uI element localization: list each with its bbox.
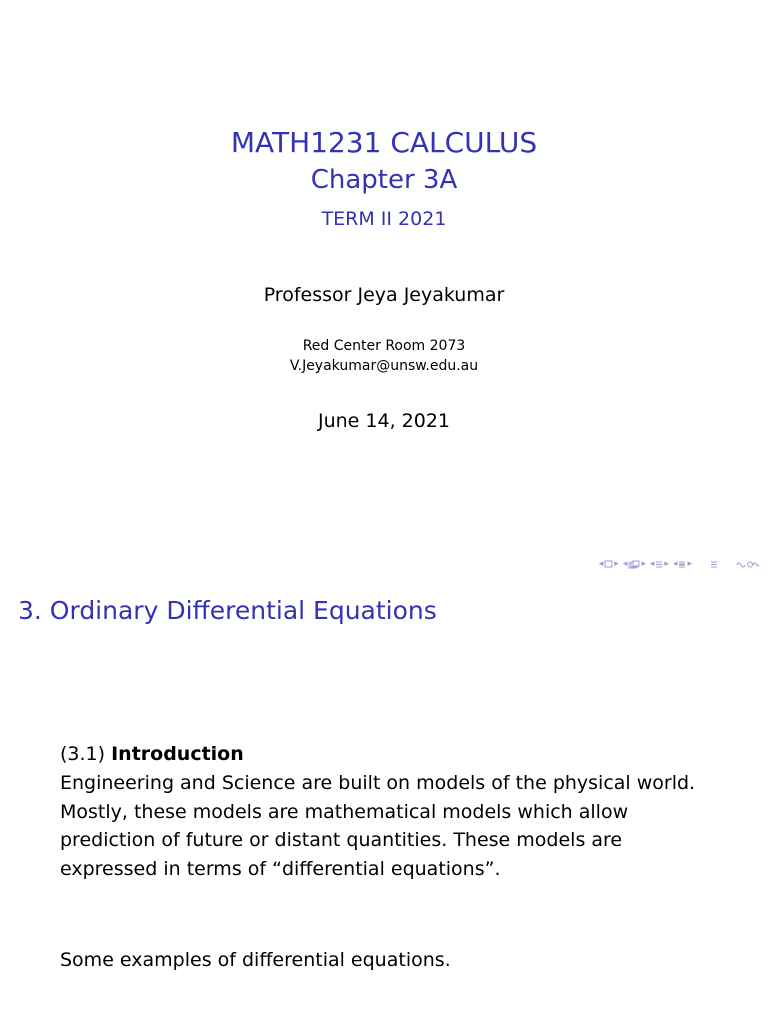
nav-frame-group bbox=[623, 559, 646, 569]
intro-paragraph bbox=[60, 769, 695, 883]
nav-next-frame-icon[interactable]: ▸ bbox=[641, 559, 646, 569]
frames-icon[interactable] bbox=[628, 560, 640, 569]
nav-next-section-icon[interactable]: ▸ bbox=[664, 559, 669, 569]
subsection-icon[interactable] bbox=[678, 560, 686, 569]
paragraph-line: prediction of future or distant quantities. These models are bbox=[60, 829, 623, 851]
beamer-navigation-bar bbox=[599, 557, 760, 571]
paragraph-line: Engineering and Science are built on models of the physical world. bbox=[60, 772, 696, 794]
outline-icon[interactable] bbox=[710, 560, 718, 569]
institute-email: V.Jeyakumar@unsw.edu.au bbox=[289, 358, 479, 374]
presentation-title: MATH1231 CALCULUS bbox=[230, 126, 538, 159]
presentation-term: TERM II 2021 bbox=[321, 208, 447, 230]
nav-prev-slide-icon[interactable]: ◂ bbox=[598, 559, 604, 569]
paragraph-line: expressed in terms of “differential equations”. bbox=[60, 857, 501, 880]
search-icon[interactable] bbox=[736, 560, 760, 569]
frame-title: 3. Ordinary Differential Equations bbox=[18, 596, 437, 625]
presentation-subtitle: Chapter 3A bbox=[310, 165, 458, 195]
content-slide bbox=[0, 578, 768, 1024]
nav-next-slide-icon[interactable]: ▸ bbox=[614, 559, 619, 569]
nav-prev-subsection-icon[interactable]: ◂ bbox=[672, 559, 678, 569]
slide-box-icon[interactable] bbox=[604, 560, 613, 568]
section-icon[interactable] bbox=[655, 560, 663, 569]
presentation-date: June 14, 2021 bbox=[317, 410, 451, 432]
paragraph-line: Mostly, these models are mathematical models which allow bbox=[60, 800, 629, 823]
nav-subsection-group bbox=[673, 559, 692, 569]
section-heading bbox=[60, 740, 244, 769]
nav-next-subsection-icon[interactable]: ▸ bbox=[687, 559, 692, 569]
examples-line: Some examples of differential equations. bbox=[60, 949, 451, 971]
nav-slide-group bbox=[599, 559, 619, 569]
nav-prev-frame-icon[interactable]: ◂ bbox=[622, 559, 628, 569]
nav-prev-section-icon[interactable]: ◂ bbox=[649, 559, 655, 569]
section-title: Introduction bbox=[111, 743, 244, 765]
author-name: Professor Jeya Jeyakumar bbox=[263, 284, 505, 306]
institute-room: Red Center Room 2073 bbox=[302, 338, 466, 354]
section-number: (3.1) bbox=[60, 743, 106, 765]
nav-section-group bbox=[650, 559, 669, 569]
